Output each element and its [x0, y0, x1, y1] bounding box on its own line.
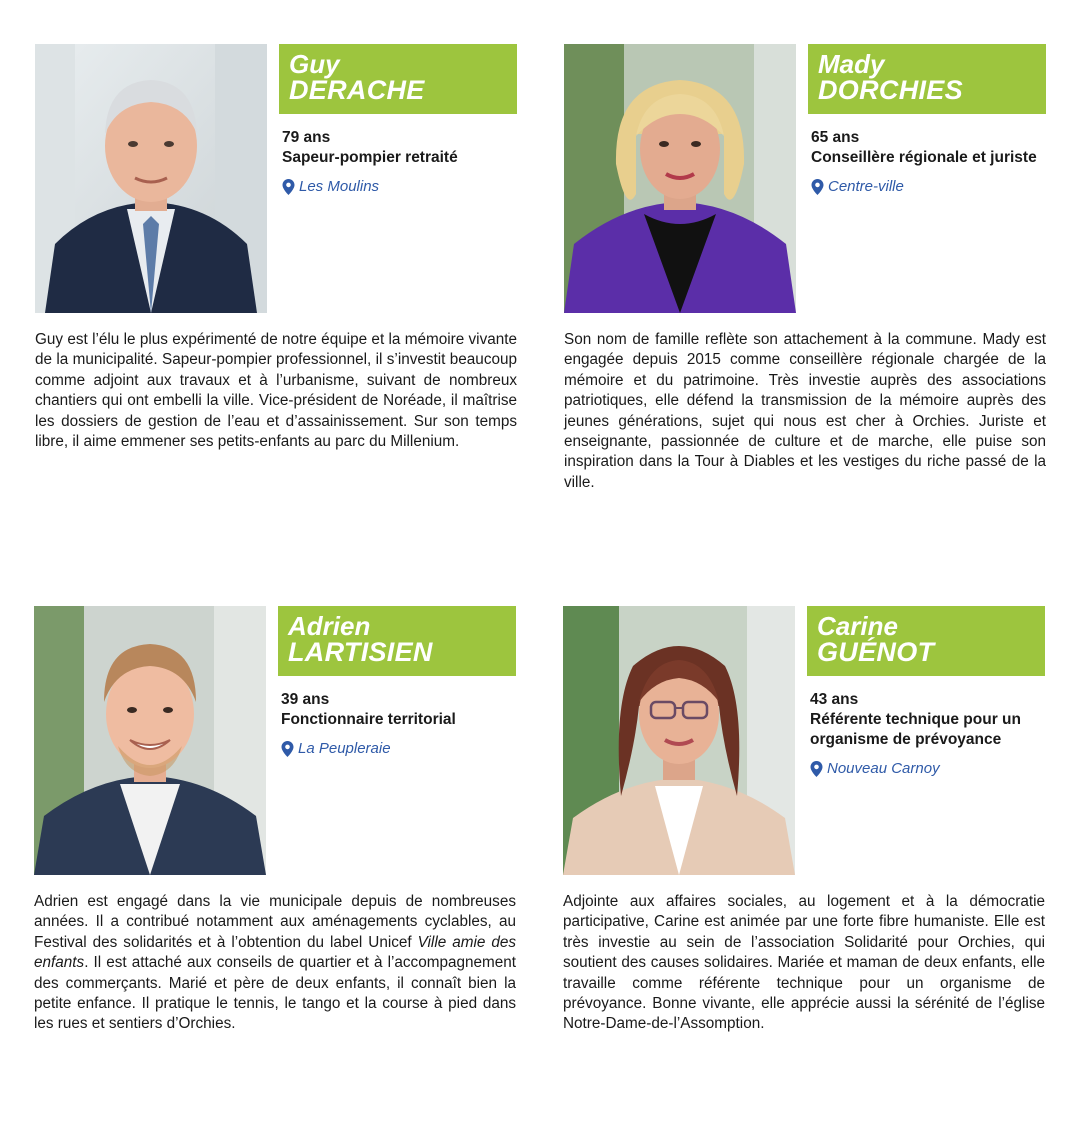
first-name: Adrien: [288, 611, 371, 641]
name-banner: [279, 44, 517, 114]
biography-text: [34, 892, 516, 1035]
biography-text: Guy est l’élu le plus expérimenté de notre équipe et la mémoire vivante de la municipalité. Sapeur-pompier professionnel, il s’investit beaucoup comme adjoint aux travaux et à l’urbanisme, suivant de nombreux chantiers qui ont embelli la ville. Vice-président de Noréade, il maîtrise les dossiers de gestion de l’eau et d’assainissement. Sur son temps libre, il aime emmener ses petits-enfants au parc du Millenium.: [35, 331, 517, 451]
profile-card-guenot: [563, 606, 1045, 1106]
last-name: GUÉNOT: [817, 637, 935, 667]
name-banner: [278, 606, 516, 676]
map-pin-icon: [810, 761, 823, 777]
location: [282, 178, 512, 195]
biography-text: Adjointe aux affaires sociales, au logement et à la démocratie participative, Carine est animée par une forte fibre humaniste. Elle est très investie au sein de l’association Solidarité pour Orchies, qui soutient des causes solidaires. Mariée et maman de deux enfants, elle travaille comme référente technique pour un organisme de prévoyance. Bonne vivante, elle apprécie aussi la sérénité de l’église Notre-Dame-de-l’Assomption.: [563, 893, 1045, 1033]
age-text: 39 ans: [281, 691, 330, 708]
profile-card-dorchies: [564, 44, 1046, 544]
age-text: 43 ans: [810, 691, 859, 708]
occupation-text: Référente technique pour un organisme de prévoyance: [810, 711, 1021, 748]
portrait-photo-derache: [35, 44, 267, 313]
name-banner: [807, 606, 1045, 676]
occupation-text: Conseillère régionale et juriste: [811, 149, 1037, 166]
profile-card-lartisien: [34, 606, 516, 1106]
location: [811, 178, 1041, 195]
age-text: 79 ans: [282, 129, 331, 146]
occupation-text: Sapeur-pompier retraité: [282, 149, 458, 166]
name-banner: [808, 44, 1046, 114]
portrait-photo-guenot: [563, 606, 795, 875]
biography-text-part: . Il est attaché aux conseils de quartier et à l’accompagnement des commerçants. Marié et père de deux enfants, il connaît bien la petite enfance. Il pratique le tennis, le tango et la course à pied dans les rues et sentiers d’Orchies.: [34, 954, 516, 1033]
location-text: Les Moulins: [299, 178, 380, 195]
age-text: 65 ans: [811, 129, 860, 146]
first-name: Mady: [818, 49, 885, 79]
profile-info: [281, 690, 511, 757]
map-pin-icon: [281, 741, 294, 757]
location: [810, 760, 1040, 777]
biography-text-part: Adrien est engagé dans la vie municipale depuis de nombreuses années. Il a contribué notamment aux aménagements cyclables, au Festival des solidarités et à l’obtention du label Unicef: [34, 893, 516, 951]
location-text: Nouveau Carnoy: [827, 760, 940, 777]
biography-text: Son nom de famille reflète son attachement à la commune. Mady est engagée depuis 2015 comme conseillère régionale chargée de la mémoire et du patrimoine. Très investie auprès des associations patriotiques, elle défend la transmission de la mémoire auprès des jeunes générations, sujet qui nous est cher à Orchies. Juriste et enseignante, passionnée de culture et de marche, elle puise son inspiration dans la Tour à Diables et les vestiges du riche passé de la ville.: [564, 331, 1046, 491]
occupation-text: Fonctionnaire territorial: [281, 711, 456, 728]
location: [281, 740, 511, 757]
portrait-photo-dorchies: [564, 44, 796, 313]
location-text: Centre-ville: [828, 178, 904, 195]
last-name: LARTISIEN: [288, 637, 433, 667]
label-name: Ville amie des enfants: [34, 933, 516, 972]
profile-card-derache: [35, 44, 517, 544]
map-pin-icon: [811, 179, 824, 195]
last-name: DORCHIES: [818, 75, 963, 105]
first-name: Carine: [817, 611, 898, 641]
profile-info: [282, 128, 512, 195]
profile-info: [811, 128, 1041, 195]
last-name: DERACHE: [289, 75, 425, 105]
portrait-photo-lartisien: [34, 606, 266, 875]
profile-info: [810, 690, 1040, 777]
location-text: La Peupleraie: [298, 740, 391, 757]
map-pin-icon: [282, 179, 295, 195]
first-name: Guy: [289, 49, 340, 79]
